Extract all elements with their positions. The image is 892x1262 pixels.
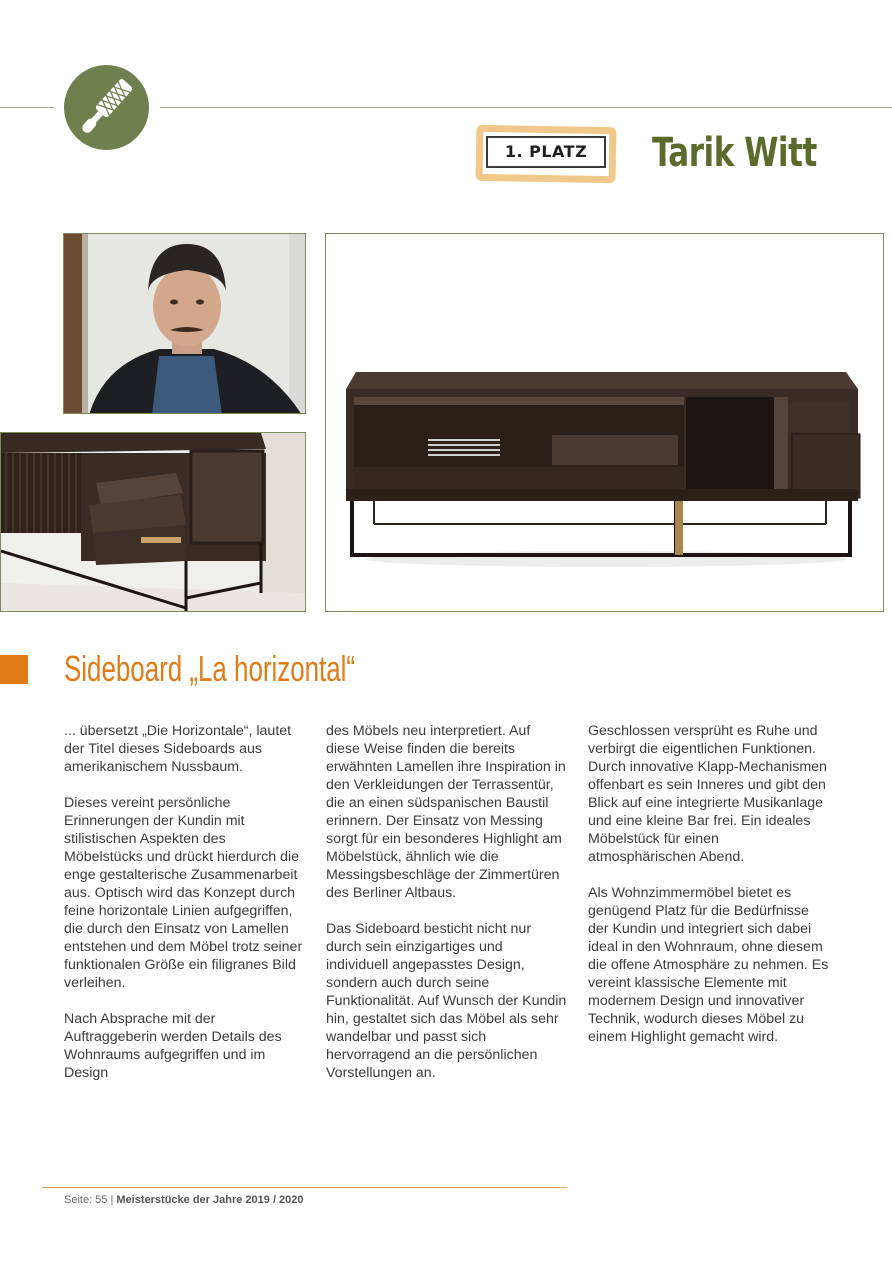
winner-name: Tarik Witt bbox=[652, 130, 817, 176]
paragraph: ... übersetzt „Die Horizontale“, lautet der Titel dieses Sideboards aus amerikanischem Nussbaum. bbox=[64, 723, 292, 775]
portrait-photo bbox=[63, 233, 306, 414]
sideboard-product-photo bbox=[325, 233, 884, 612]
text-column-2 bbox=[326, 722, 568, 1100]
publication-title: Meisterstücke der Jahre 2019 / 2020 bbox=[116, 1194, 304, 1206]
footer bbox=[64, 1194, 304, 1206]
text-column-3 bbox=[588, 722, 830, 1064]
first-place-badge bbox=[474, 122, 622, 186]
section-marker bbox=[0, 655, 28, 684]
paragraph: Das Sideboard besticht nicht nur durch sein einzigartiges und individuell angepasstes Design, sondern auch durch seine Funktionalität. Auf Wunsch der Kundin hin, gestaltet sich das Möbel als sehr wandelbar und passt sich hervorragend an die persönlichen Vorstellungen an. bbox=[326, 921, 567, 1081]
paragraph: des Möbels neu interpretiert. Auf diese Weise finden die bereits erwähnten Lamellen ihre Inspiration in den Verkleidungen der Terrassentür, die an einen südspanischen Baustil erinnern. Der Einsatz von Messing sorgt für ein besonderes Highlight am Möbelstück, ähnlich wie die Messingsbeschläge der Zimmertüren des Berliner Altbaus. bbox=[326, 723, 566, 901]
footer-rule bbox=[42, 1187, 567, 1188]
paragraph: Geschlossen versprüht es Ruhe und verbirgt die eigentlichen Funktionen. Durch innovative Klapp-Mechanismen offenbart es sein Inneres und gibt den Blick auf eine integrierte Musikanlage und eine kleine Bar frei. Ein ideales Möbelstück für einen atmosphärischen Abend. bbox=[588, 723, 827, 865]
rasp-file-icon bbox=[64, 65, 149, 150]
paragraph: Als Wohnzimmermöbel bietet es genügend Platz für die Bedürfnisse der Kundin und integriert sich dabei ideal in den Wohnraum, ohne diesem die offene Atmosphäre zu nehmen. Es vereint klassische Elemente mit modernem Design und innovativer Technik, wodurch dieses Möbel zu einem Highlight gemacht wird. bbox=[588, 885, 829, 1045]
section-title: Sideboard „La horizontal“ bbox=[64, 648, 356, 689]
text-column-1 bbox=[64, 722, 306, 1100]
page-number: Seite: 55 bbox=[64, 1194, 108, 1206]
header-rule-left bbox=[0, 107, 54, 108]
badge-label: 1. PLATZ bbox=[486, 136, 606, 168]
header-rule-right bbox=[160, 107, 892, 108]
sideboard-detail-photo bbox=[0, 432, 306, 612]
paragraph: Dieses vereint persönliche Erinnerungen der Kundin mit stilistischen Aspekten des Möbelstücks und drückt hierdurch die enge gestalterische Zusammenarbeit aus. Optisch wird das Konzept durch feine horizontale Linien aufgegriffen, die durch den Einsatz von Lamellen entstehen und dem Möbel trotz seiner funktionalen Größe ein filigranes Bild verleihen. bbox=[64, 795, 303, 991]
footer-separator: | bbox=[110, 1194, 114, 1206]
paragraph: Nach Absprache mit der Auftraggeberin werden Details des Wohnraums aufgegriffen und im Design bbox=[64, 1011, 282, 1081]
